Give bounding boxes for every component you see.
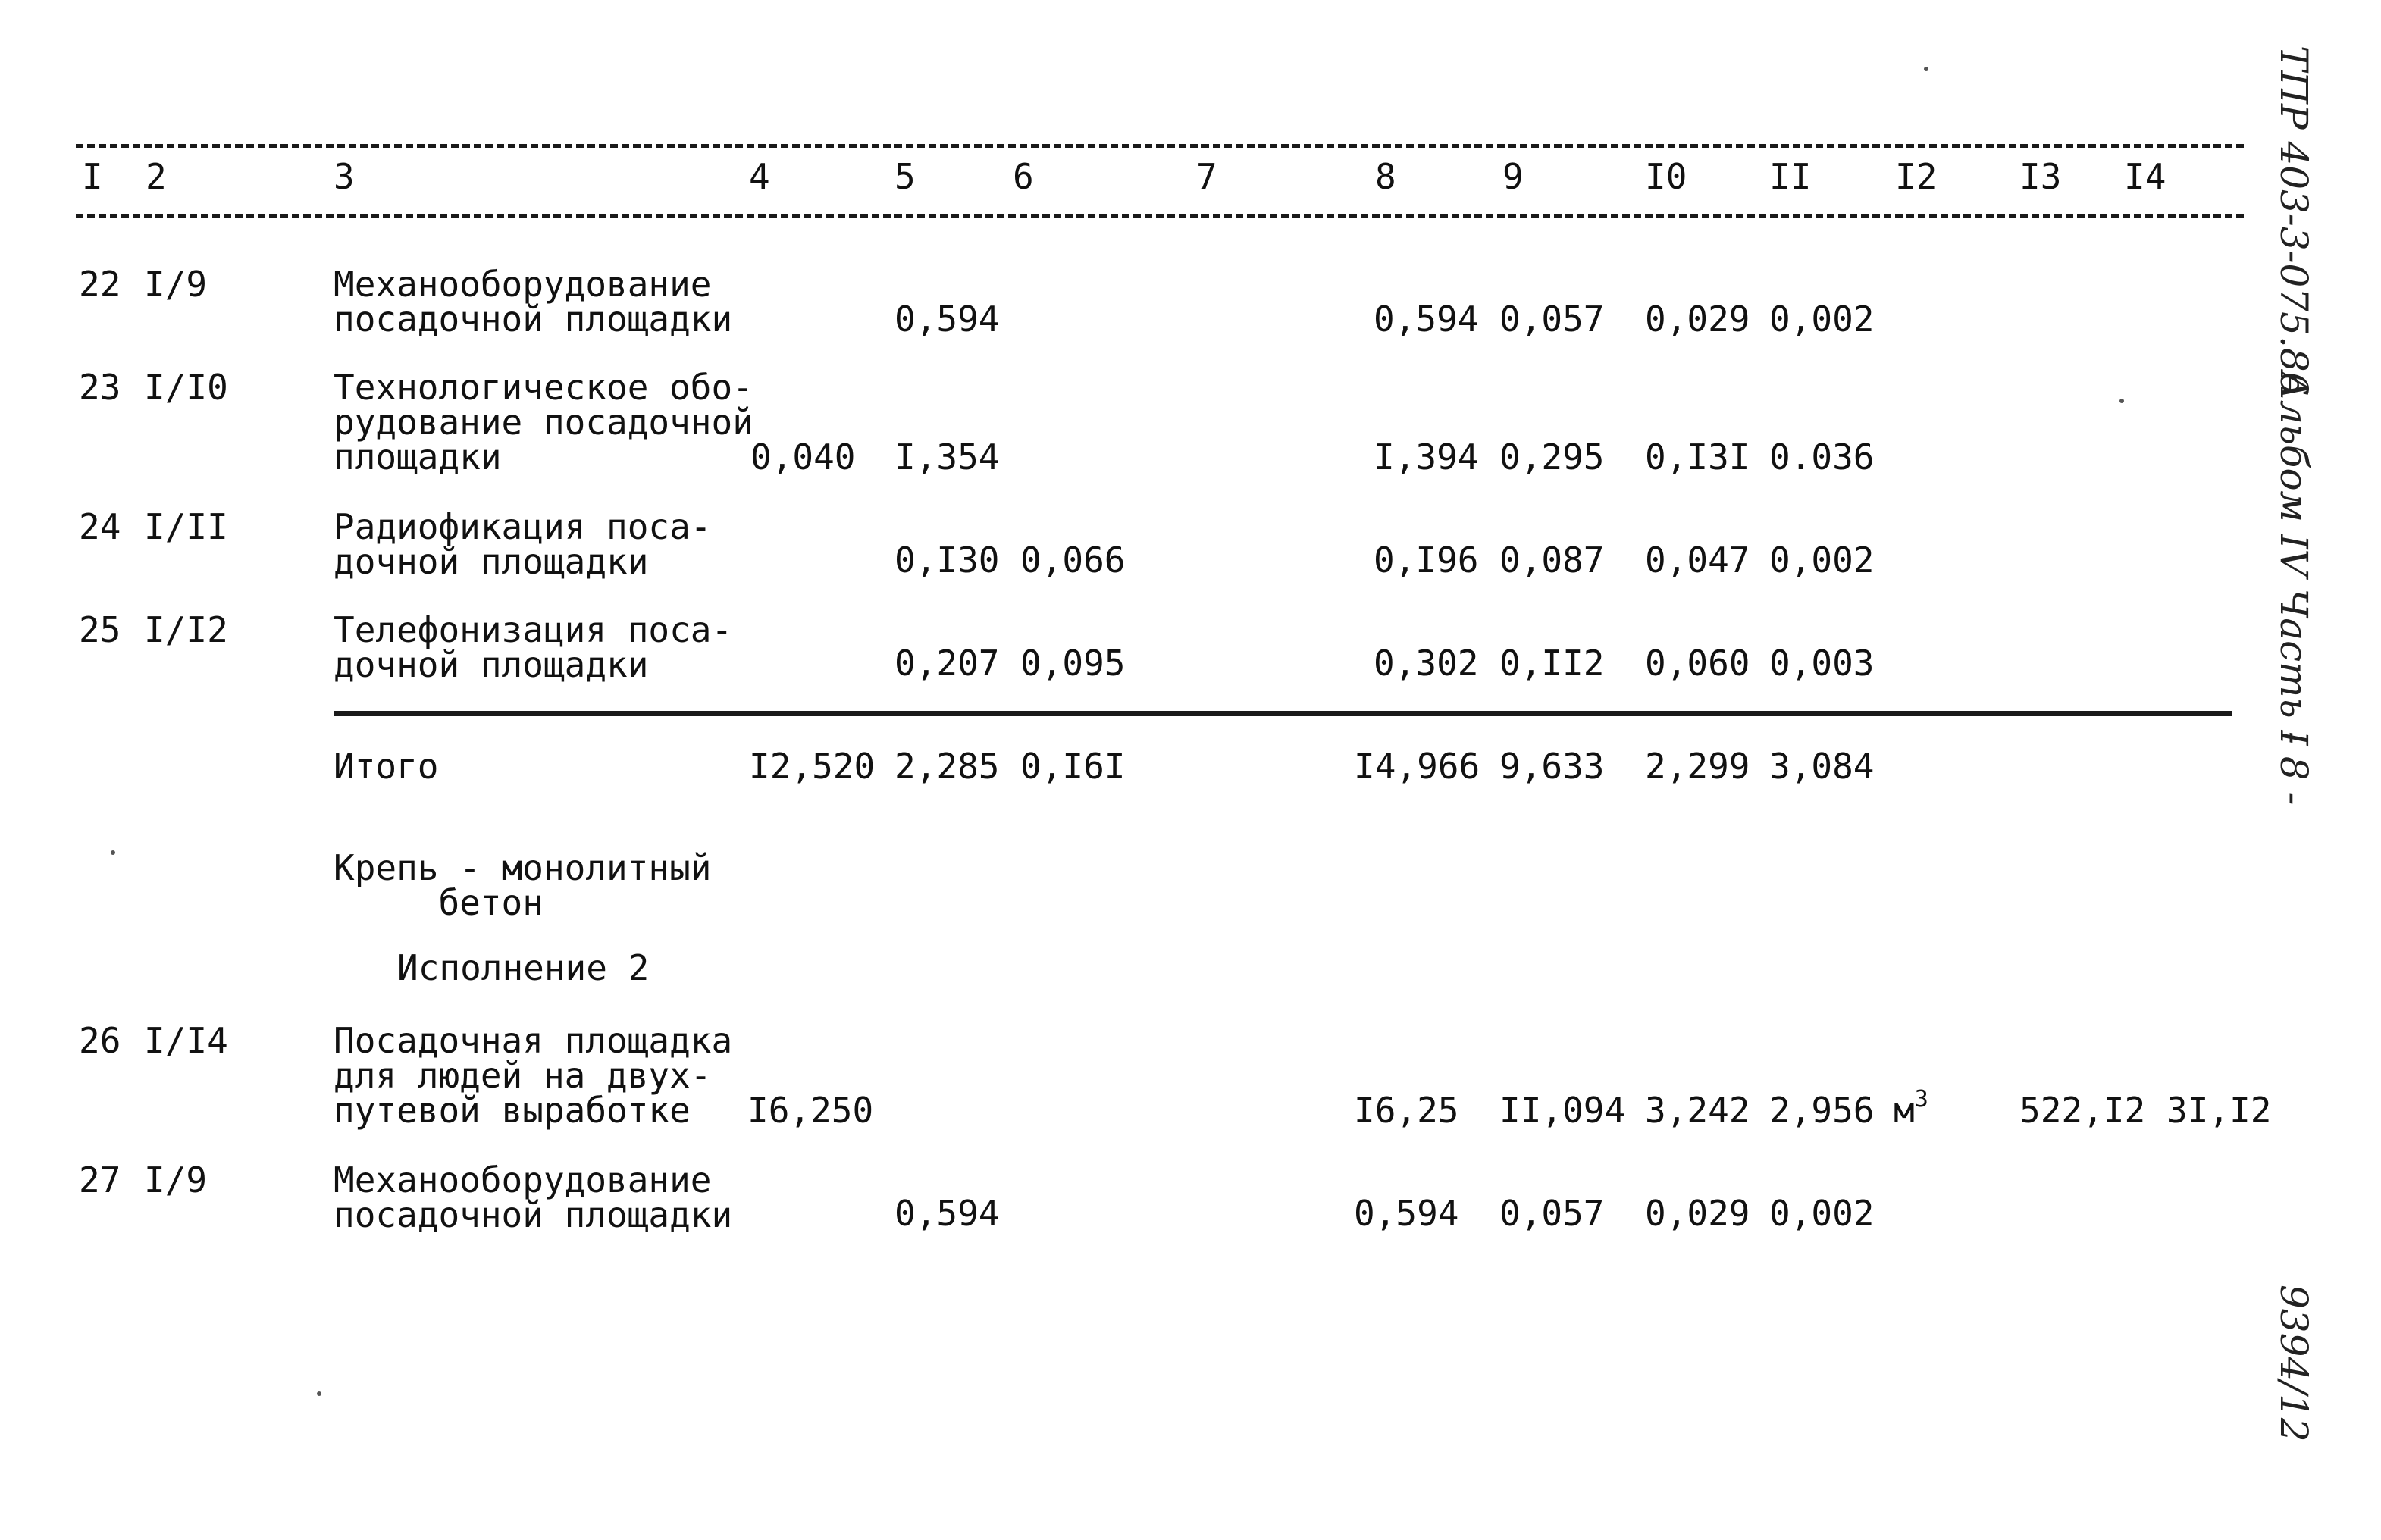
inventory-number: 9394/12 [2272,1285,2316,1442]
col-header-1: I [82,156,103,197]
total-c5: 2,285 [894,746,1000,787]
unit-superscript: 3 [1914,1086,1928,1113]
row-c4: 0,040 [750,437,856,477]
scan-speck [317,1391,321,1396]
row-c10: 3,242 [1645,1090,1750,1131]
row-c13: 522,I2 [2019,1090,2146,1131]
col-header-8: 8 [1375,156,1396,197]
row-c4: I6,250 [747,1090,874,1131]
row-c11: 0,002 [1769,540,1875,581]
row-c10: 0,I3I [1645,437,1750,477]
row-number: 23 [79,367,121,408]
col-header-7: 7 [1196,156,1217,197]
row-c5: 0,594 [894,299,1000,340]
row-code: I/I0 [144,367,228,408]
col-header-5: 5 [894,156,916,197]
row-c9: II,094 [1499,1090,1626,1131]
row-name: Технологическое обо- рудование посадочной площадки [334,367,753,477]
col-header-13: I3 [2019,156,2062,197]
row-c9: 0,II2 [1499,643,1605,684]
row-number: 26 [79,1020,121,1061]
col-header-6: 6 [1013,156,1034,197]
row-c11: 0,002 [1769,1193,1875,1234]
total-c9: 9,633 [1499,746,1605,787]
row-c5: 0,207 [894,643,1000,684]
scan-speck [1924,67,1928,71]
total-c8: I4,966 [1354,746,1480,787]
total-label: Итого [334,746,439,787]
col-header-12: I2 [1895,156,1938,197]
total-c4: I2,520 [749,746,876,787]
col-header-11: II [1769,156,1812,197]
total-c10: 2,299 [1645,746,1750,787]
row-c9: 0,087 [1499,540,1605,581]
row-c5: 0,I30 [894,540,1000,581]
row-number: 22 [79,264,121,305]
total-rule [334,711,2232,716]
row-name: Радиофикация поса- дочной площадки [334,506,712,582]
row-name: Механооборудование посадочной площадки [334,264,733,340]
header-top-rule [76,144,2244,148]
row-c8: 0,302 [1374,643,1479,684]
row-c9: 0,295 [1499,437,1605,477]
row-c8: 0,I96 [1374,540,1479,581]
col-header-9: 9 [1502,156,1524,197]
scan-speck [111,850,115,855]
row-code: I/I2 [144,609,228,650]
row-c8: 0,594 [1374,299,1479,340]
row-c9: 0,057 [1499,299,1605,340]
col-header-2: 2 [146,156,167,197]
row-c14: 3I,I2 [2166,1090,2272,1131]
col-header-10: I0 [1645,156,1687,197]
row-c10: 0,060 [1645,643,1750,684]
row-c10: 0,029 [1645,299,1750,340]
col-header-14: I4 [2124,156,2166,197]
row-c5: I,354 [894,437,1000,477]
page-number: - 8 - [2272,731,2316,806]
row-number: 27 [79,1160,121,1200]
col-header-4: 4 [749,156,770,197]
row-c8: I6,25 [1354,1090,1459,1131]
row-c6: 0,095 [1020,643,1126,684]
row-number: 24 [79,506,121,547]
row-name: Посадочная площадка для людей на двух- путевой выработке [334,1020,733,1131]
scan-speck [2119,399,2124,403]
row-c11: 0.036 [1769,437,1875,477]
row-c10: 0,047 [1645,540,1750,581]
row-number: 25 [79,609,121,650]
row-c8: I,394 [1374,437,1479,477]
row-c8: 0,594 [1354,1193,1459,1234]
unit-label: м [1894,1090,1915,1131]
section-title: Крепь - монолитный бетон [334,847,712,923]
section-subtitle: Исполнение 2 [397,947,650,988]
row-name: Телефонизация поса- дочной площадки [334,609,733,685]
row-name: Механооборудование посадочной площадки [334,1160,733,1235]
total-c11: 3,084 [1769,746,1875,787]
unit-cell [1894,1086,1928,1131]
row-code: I/9 [144,264,208,305]
row-c10: 0,029 [1645,1193,1750,1234]
row-c11: 2,956 [1769,1090,1875,1131]
row-code: I/I4 [144,1020,228,1061]
doc-code-side-label: ТПР 403-3-075.86 [2272,45,2316,396]
row-c6: 0,066 [1020,540,1126,581]
album-side-label: Альбом IV Часть I [2272,371,2316,746]
row-c11: 0,002 [1769,299,1875,340]
row-c9: 0,057 [1499,1193,1605,1234]
row-code: I/9 [144,1160,208,1200]
row-c5: 0,594 [894,1193,1000,1234]
row-c11: 0,003 [1769,643,1875,684]
header-bottom-rule [76,214,2244,218]
total-c6: 0,I6I [1020,746,1126,787]
col-header-3: 3 [334,156,355,197]
row-code: I/II [144,506,228,547]
